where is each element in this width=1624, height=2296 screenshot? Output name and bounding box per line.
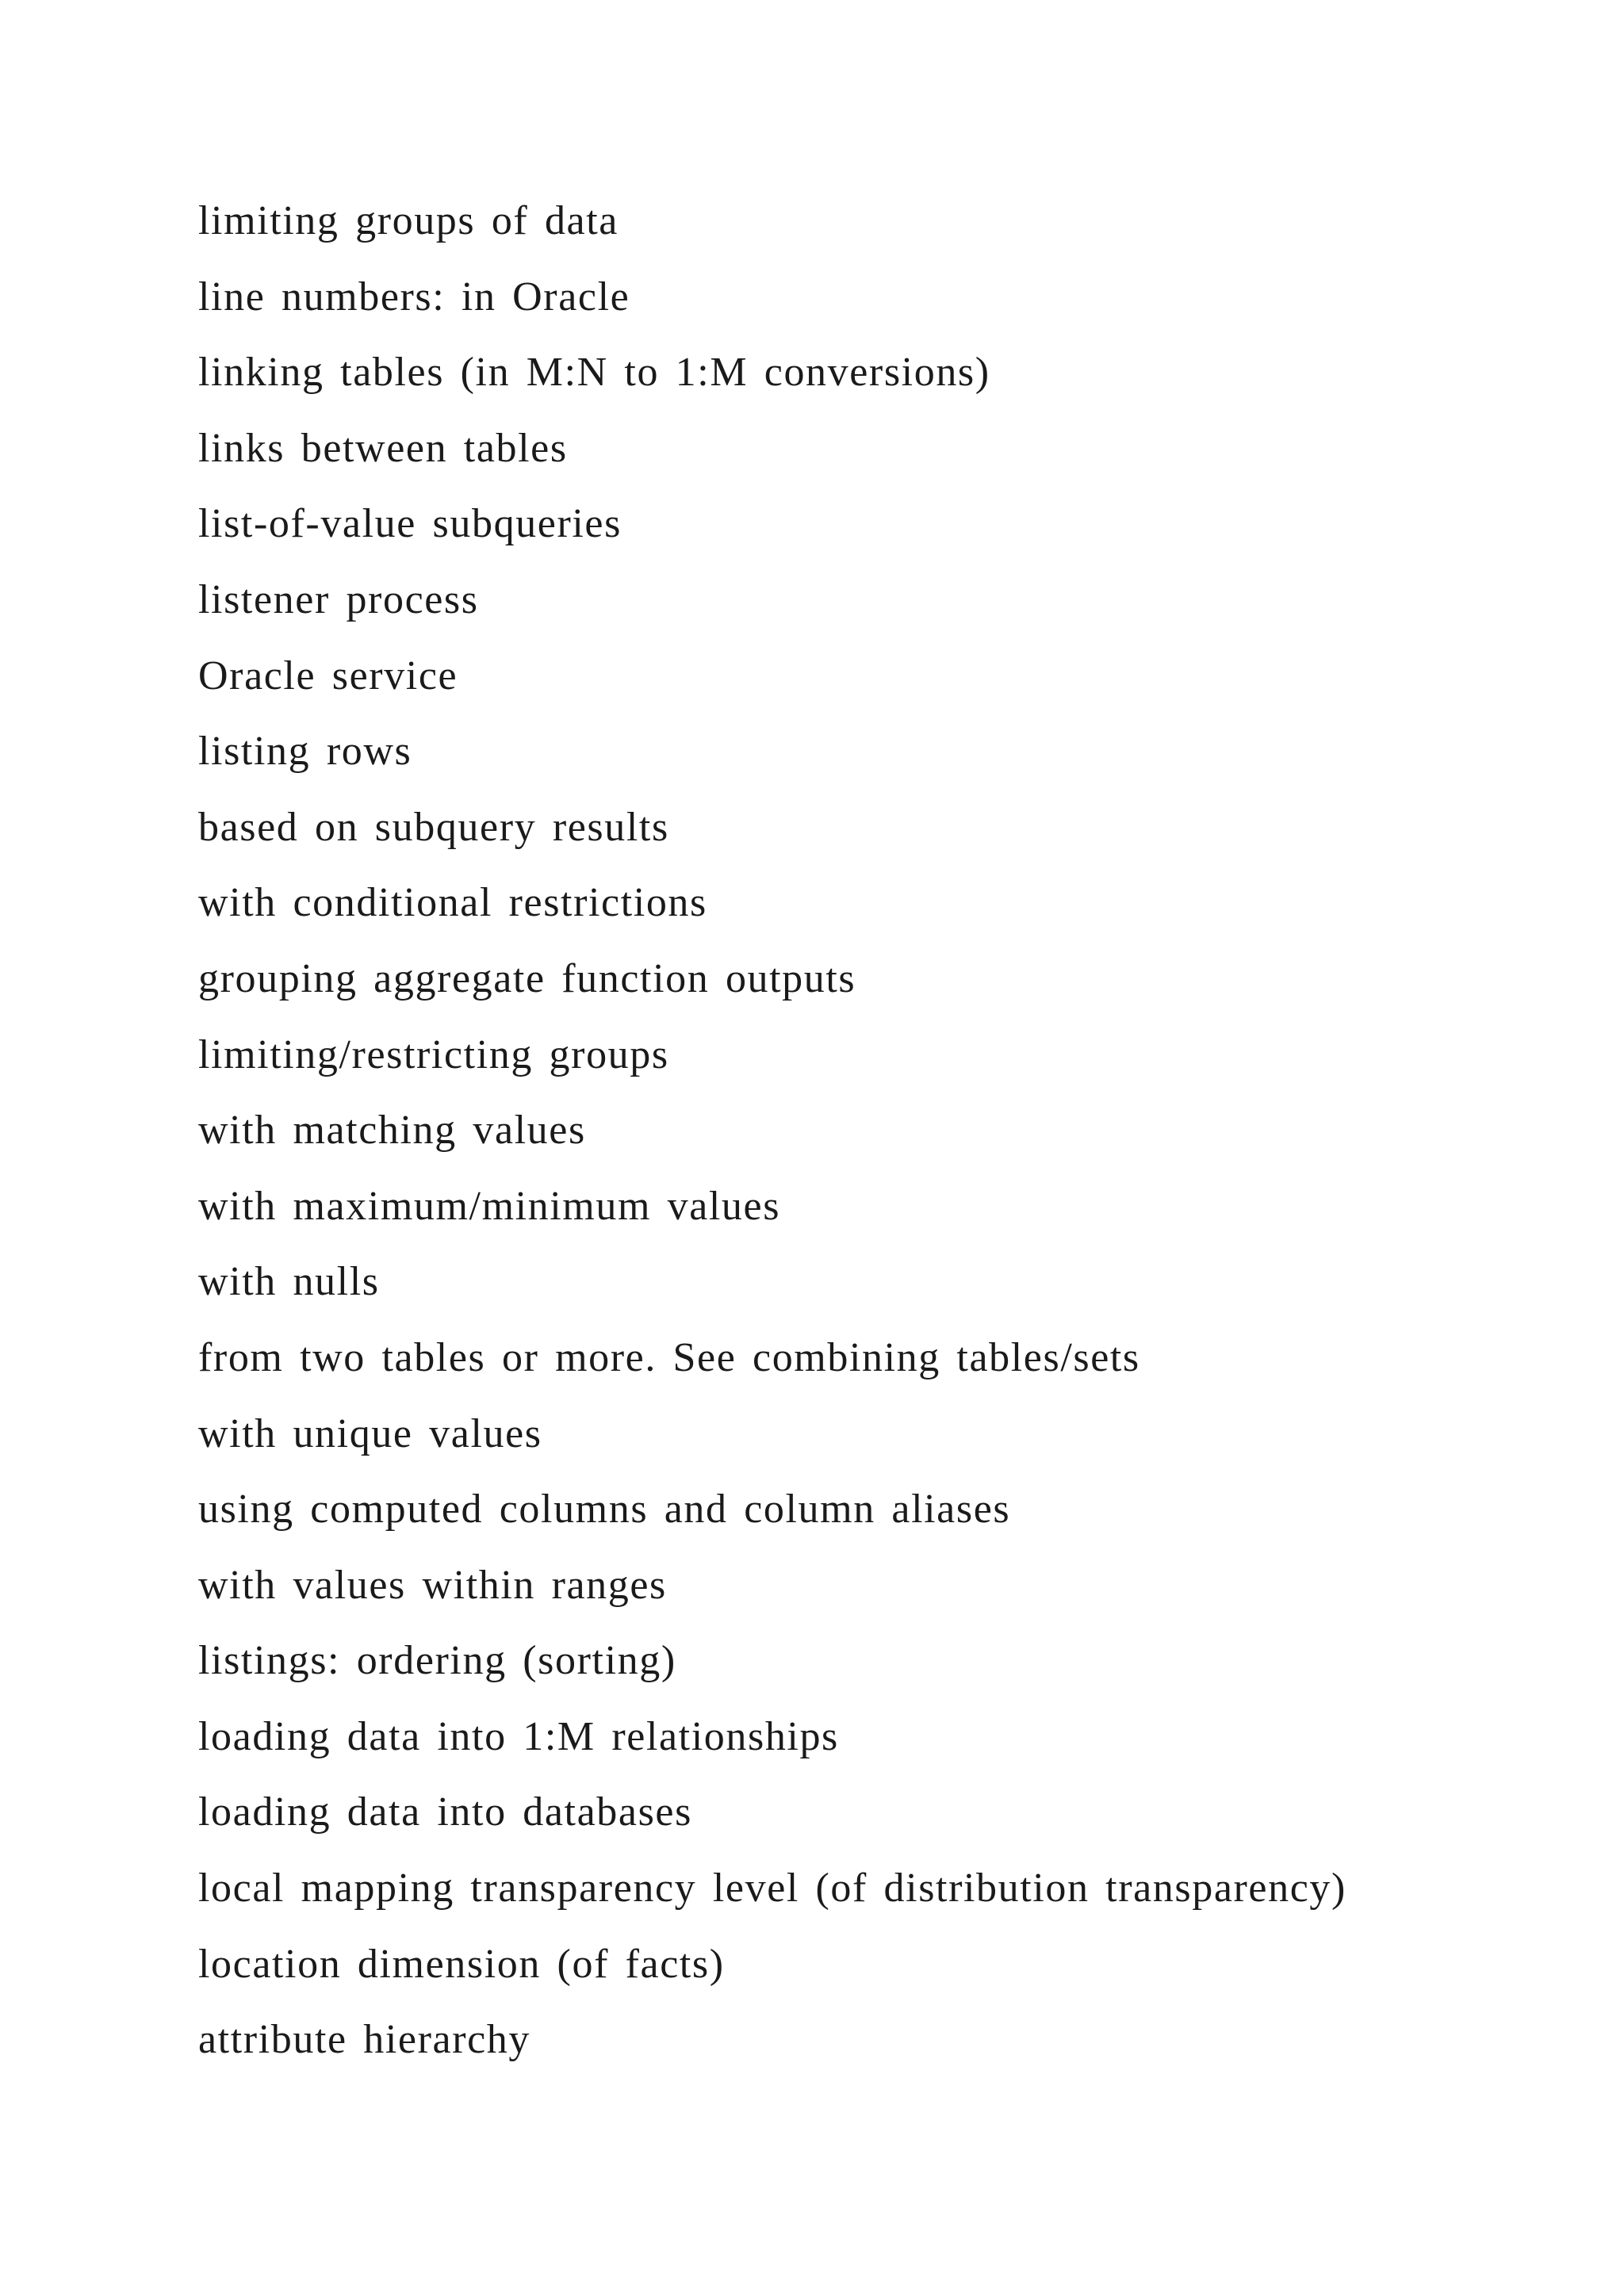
index-entry: limiting groups of data [198, 198, 619, 243]
index-entry: with nulls [198, 1259, 380, 1305]
index-entry: line numbers: in Oracle [198, 274, 630, 320]
index-entry: loading data into databases [198, 1789, 692, 1835]
index-entry: attribute hierarchy [198, 2017, 530, 2063]
index-entry: linking tables (in M:N to 1:M conversions) [198, 350, 990, 396]
index-entry: from two tables or more. See combining tables/sets [198, 1334, 1140, 1380]
index-entry: limiting/restricting groups [198, 1031, 669, 1077]
index-entry: with maximum/minimum values [198, 1183, 781, 1229]
index-entry: with matching values [198, 1108, 586, 1154]
index-entry-list [198, 191, 1346, 2086]
index-entry: location dimension (of facts) [198, 1941, 725, 1987]
index-entry: using computed columns and column aliases [198, 1487, 1011, 1533]
index-entry: local mapping transparency level (of distribution transparency) [198, 1866, 1346, 1911]
index-entry: with values within ranges [198, 1562, 667, 1608]
index-entry: list-of-value subqueries [198, 501, 622, 547]
index-entry: Oracle service [198, 652, 458, 698]
index-entry: with conditional restrictions [198, 880, 707, 926]
index-entry: links between tables [198, 425, 568, 471]
index-entry: listings: ordering (sorting) [198, 1638, 676, 1684]
index-entry: with unique values [198, 1410, 542, 1456]
index-entry: grouping aggregate function outputs [198, 955, 856, 1001]
index-entry: listener process [198, 576, 479, 622]
index-entry: listing rows [198, 729, 412, 775]
index-entry: based on subquery results [198, 804, 669, 850]
index-entry: loading data into 1:M relationships [198, 1713, 839, 1759]
